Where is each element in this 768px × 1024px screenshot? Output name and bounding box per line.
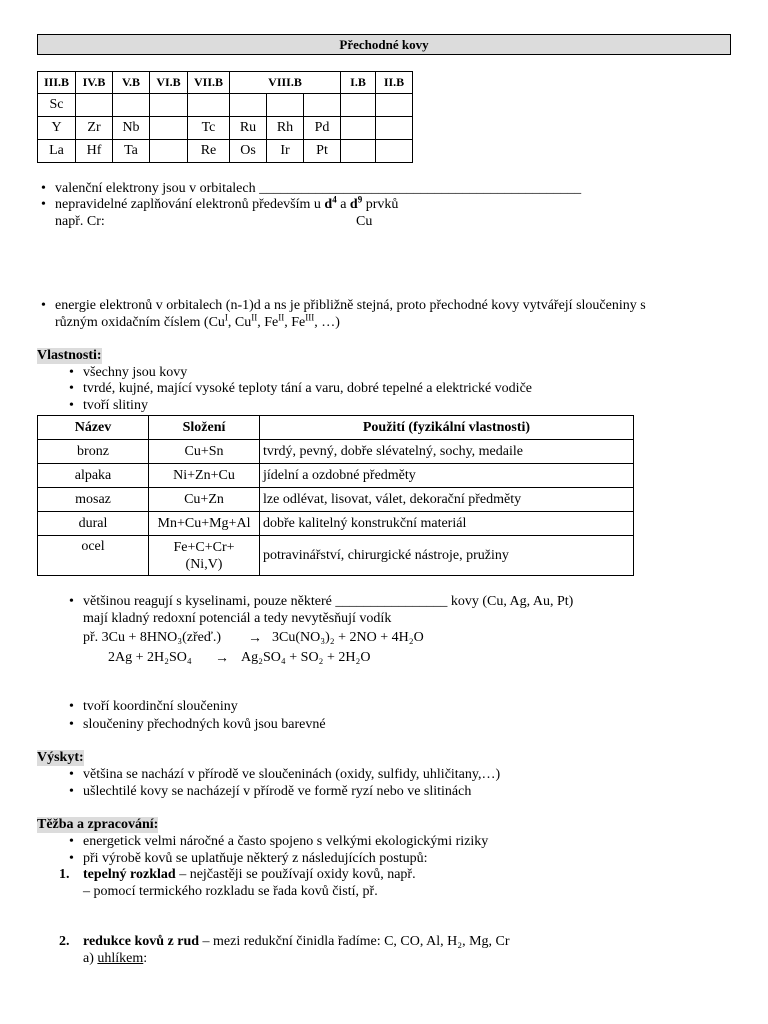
text: , Cu [227,315,252,330]
alloy-name: bronz [38,440,149,464]
d4: d [324,197,333,212]
alloy-composition: Ni+Zn+Cu [149,464,260,488]
element-cell: Ta [113,140,150,163]
element-cell [341,94,376,117]
element-cell [376,117,413,140]
arrow-icon: → [248,631,262,646]
element-cell [304,94,341,117]
alloy-use: tvrdý, pevný, dobře slévatelný, sochy, medaile [260,440,634,464]
d4-sup: 4 [332,194,337,205]
sup: I [224,312,228,323]
table-row [38,117,413,140]
page-title: Přechodné kovy [37,34,731,55]
element-cell [113,94,150,117]
list-item: • tvrdé, kujné, mající vysoké teploty tání a varu, dobré tepelné a elektrické vodiče [83,381,532,397]
table-row [38,440,634,464]
element-cell: Sc [38,94,76,117]
alloy-use: lze odlévat, lisovat, válet, dekorační předměty [260,488,634,512]
element-cell [76,94,113,117]
alloy-composition: Cu+Zn [149,488,260,512]
group-header: III.B [38,72,76,94]
numbered-item-1-sub: – pomocí termického rozkladu se řada kovů čistí, př. [83,884,378,899]
column-header: Název [38,416,149,440]
example-cr: např. Cr: [55,214,105,229]
element-cell [341,117,376,140]
list-item: • tvoří koordinční sloučeniny [83,699,238,715]
numbered-item-2 [83,934,510,950]
element-cell: Pd [304,117,341,140]
element-cell [150,140,188,163]
group-header: VIII.B [230,72,341,94]
bullet-irregular-filling [55,194,399,213]
table-row [38,512,634,536]
equation-2-lhs: 2Ag + 2H₂SO₄ [108,650,192,665]
bullet-energy: • energie elektronů v orbitalech (n-1)d a ns je přibližně stejná, proto přechodné kovy vytvářejí sloučeniny s [55,298,646,314]
numbered-item-1-number: 1. [59,867,70,882]
section-heading-vlastnosti: Vlastnosti: [37,348,102,363]
group-header: II.B [376,72,413,94]
text: , Fe [257,315,279,330]
equation-1-rhs: 3Cu(NO₃)₂ + 2NO + 4H₂O [272,630,424,645]
numbered-item-1 [83,867,416,883]
alloy-name: alpaka [38,464,149,488]
bullet-valence: • valenční elektrony jsou v orbitalech ______________________________________________ [55,181,581,197]
element-cell [188,94,230,117]
alloys-table [37,415,634,576]
text: , Fe [284,315,306,330]
alloy-composition [149,536,260,576]
list-item: • při výrobě kovů se uplatňuje některý z následujících postupů: [83,851,427,867]
text: a) [83,951,98,966]
term: tepelný rozklad [83,867,176,882]
element-cell: Zr [76,117,113,140]
arrow-icon: → [215,651,229,666]
element-cell: Ir [267,140,304,163]
element-cell: Y [38,117,76,140]
element-cell: Ru [230,117,267,140]
element-cell: Pt [304,140,341,163]
sup: II [278,312,285,323]
alloy-use: dobře kalitelný konstrukční materiál [260,512,634,536]
text: , …) [314,315,340,330]
d9-sup: 9 [357,194,363,205]
element-cell [150,94,188,117]
text: – mezi redukční činidla řadíme: C, CO, Al, H₂, Mg, Cr [199,934,510,949]
alloy-name: ocel [38,536,149,576]
table-row [38,464,634,488]
alloy-composition-line1: Fe+C+Cr+ [173,539,235,555]
list-item: • většina se nachází v přírodě ve sloučeninách (oxidy, sulfidy, uhličitany,…) [83,767,500,783]
alloy-name: dural [38,512,149,536]
element-cell [267,94,304,117]
section-heading-tezba: Těžba a zpracování: [37,817,159,832]
column-header: Složení [149,416,260,440]
element-cell [376,94,413,117]
table-header-row [38,416,634,440]
equation-1-lhs: př. 3Cu + 8HNO₃(zřeď.) [83,630,222,645]
element-cell: La [38,140,76,163]
group-header: VI.B [150,72,188,94]
alloy-composition: Mn+Cu+Mg+Al [149,512,260,536]
text: a [336,197,350,212]
text: : [143,951,148,966]
list-item: • tvoří slitiny [83,398,148,414]
list-item: • energetick velmi náročné a často spojeno s velkými ekologickými riziky [83,834,488,850]
alloy-use: potravinářství, chirurgické nástroje, pružiny [260,536,634,576]
group-header: VII.B [188,72,230,94]
element-cell: Rh [267,117,304,140]
table-row [38,140,413,163]
element-cell: Re [188,140,230,163]
group-header: I.B [341,72,376,94]
d9: d [349,197,358,212]
list-item: • ušlechtilé kovy se nacházejí v přírodě ve formě ryzí nebo ve slitinách [83,784,471,800]
text: nepravidelné zaplňování elektronů především u [55,197,325,212]
element-cell: Tc [188,117,230,140]
group-header: IV.B [76,72,113,94]
text: různým oxidačním číslem (Cu [55,315,225,330]
table-header-row [38,72,413,94]
element-cell [150,117,188,140]
column-header: Použití (fyzikální vlastnosti) [260,416,634,440]
element-cell: Hf [76,140,113,163]
bullet-acids: • většinou reagují s kyselinami, pouze některé ________________ kovy (Cu, Ag, Au, Pt) [83,594,573,610]
element-cell [376,140,413,163]
example-cu: Cu [356,214,373,229]
alloy-composition: Cu+Sn [149,440,260,464]
redox-note: mají kladný redoxní potenciál a tedy nevytěsňují vodík [83,611,392,626]
term: redukce kovů z rud [83,934,200,949]
numbered-item-2-number: 2. [59,934,70,949]
sup: III [305,312,315,323]
list-item: • sloučeniny přechodných kovů jsou barevné [83,717,326,733]
element-cell: Nb [113,117,150,140]
periodic-table [37,71,413,163]
alloy-use: jídelní a ozdobné předměty [260,464,634,488]
oxidation-states [55,312,340,331]
element-cell [230,94,267,117]
alloy-name: mosaz [38,488,149,512]
text: – nejčastěji se používají oxidy kovů, např. [175,867,416,882]
group-header: V.B [113,72,150,94]
table-row [38,536,634,576]
term: uhlíkem [97,951,144,966]
text: prvků [362,197,399,212]
table-row [38,488,634,512]
sup: II [251,312,258,323]
table-row [38,94,413,117]
equation-2-rhs: Ag₂SO₄ + SO₂ + 2H₂O [241,650,371,665]
numbered-item-2-sub [83,951,147,967]
section-heading-vyskyt: Výskyt: [37,750,84,765]
list-item: • všechny jsou kovy [83,365,187,381]
alloy-composition-line2: (Ni,V) [185,556,223,572]
element-cell [341,140,376,163]
element-cell: Os [230,140,267,163]
